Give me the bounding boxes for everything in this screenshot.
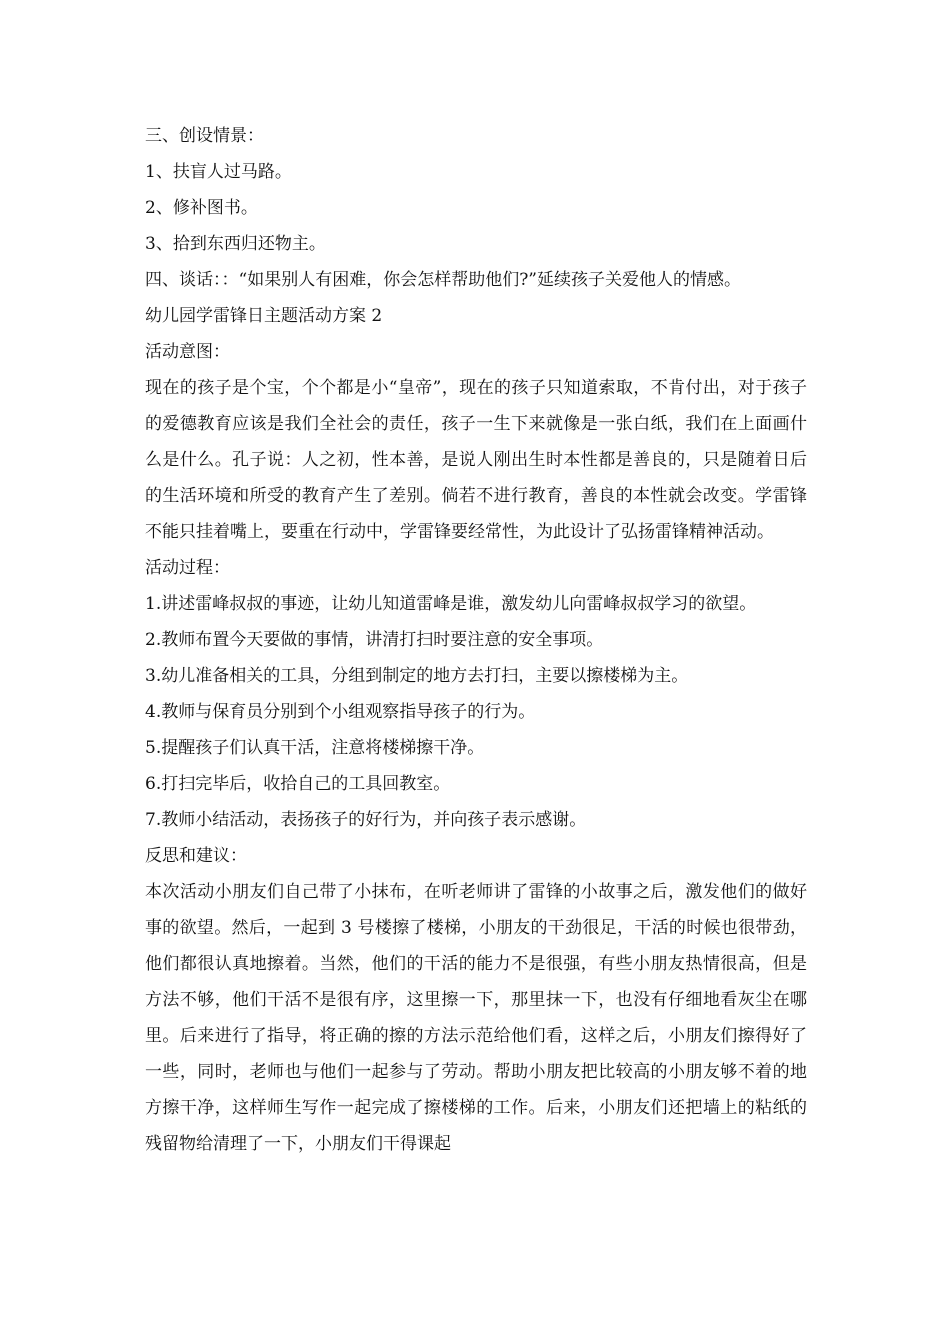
process-step: 4.教师与保育员分别到个小组观察指导孩子的行为。	[145, 702, 536, 722]
document-body	[145, 118, 807, 1162]
process-step: 1.讲述雷峰叔叔的事迹，让幼儿知道雷峰是谁，激发幼儿向雷峰叔叔学习的欲望。	[145, 594, 757, 614]
scenario-item: 1、扶盲人过马路。	[145, 162, 292, 182]
process-step: 5.提醒孩子们认真干活，注意将楼梯擦干净。	[145, 738, 485, 758]
plan-title: 幼儿园学雷锋日主题活动方案 2	[145, 306, 383, 326]
reflection-paragraph: 本次活动小朋友们自己带了小抹布，在听老师讲了雷锋的小故事之后，激发他们的做好事的欲望。然后，一起到 3 号楼擦了楼梯，小朋友的干劲很足，干活的时候也很带劲，他们都很认真地擦着。当然，他们的干活的能力不是很强，有些小朋友热情很高，但是方法不够，他们干活不是很有序，这里擦一下，那里抹一下，也没有仔细地看灰尘在哪里。后来进行了指导，将正确的擦的方法示范给他们看，这样之后，小朋友们擦得好了一些，同时，老师也与他们一起参与了劳动。帮助小朋友把比较高的小朋友够不着的地方擦干净，这样师生写作一起完成了擦楼梯的工作。后来，小朋友们还把墙上的粘纸的残留物给清理了一下，小朋友们干得课起	[145, 882, 807, 1154]
process-step: 2.教师布置今天要做的事情，讲清打扫时要注意的安全事项。	[145, 630, 604, 650]
reflection-heading: 反思和建议：	[145, 846, 247, 866]
process-step: 7.教师小结活动，表扬孩子的好行为，并向孩子表示感谢。	[145, 810, 587, 830]
intent-paragraph: 现在的孩子是个宝，个个都是小“皇帝”，现在的孩子只知道索取，不肯付出，对于孩子的爱德教育应该是我们全社会的责任，孩子一生下来就像是一张白纸，我们在上面画什么是什么。孔子说：人之初，性本善，是说人刚出生时本性都是善良的，只是随着日后的生活环境和所受的教育产生了差别。倘若不进行教育，善良的本性就会改变。学雷锋不能只挂着嘴上，要重在行动中，学雷锋要经常性，为此设计了弘扬雷锋精神活动。	[145, 378, 807, 542]
process-heading: 活动过程：	[145, 558, 230, 578]
section-heading-scenario: 三、创设情景：	[145, 126, 264, 146]
intent-heading: 活动意图：	[145, 342, 230, 362]
scenario-item: 2、修补图书。	[145, 198, 258, 218]
process-step: 6.打扫完毕后，收拾自己的工具回教室。	[145, 774, 451, 794]
scenario-item: 3、拾到东西归还物主。	[145, 234, 326, 254]
process-step: 3.幼儿准备相关的工具，分组到制定的地方去打扫，主要以擦楼梯为主。	[145, 666, 689, 686]
section-heading-talk: 四、谈话：：“如果别人有困难，你会怎样帮助他们?”延续孩子关爱他人的情感。	[145, 270, 741, 290]
